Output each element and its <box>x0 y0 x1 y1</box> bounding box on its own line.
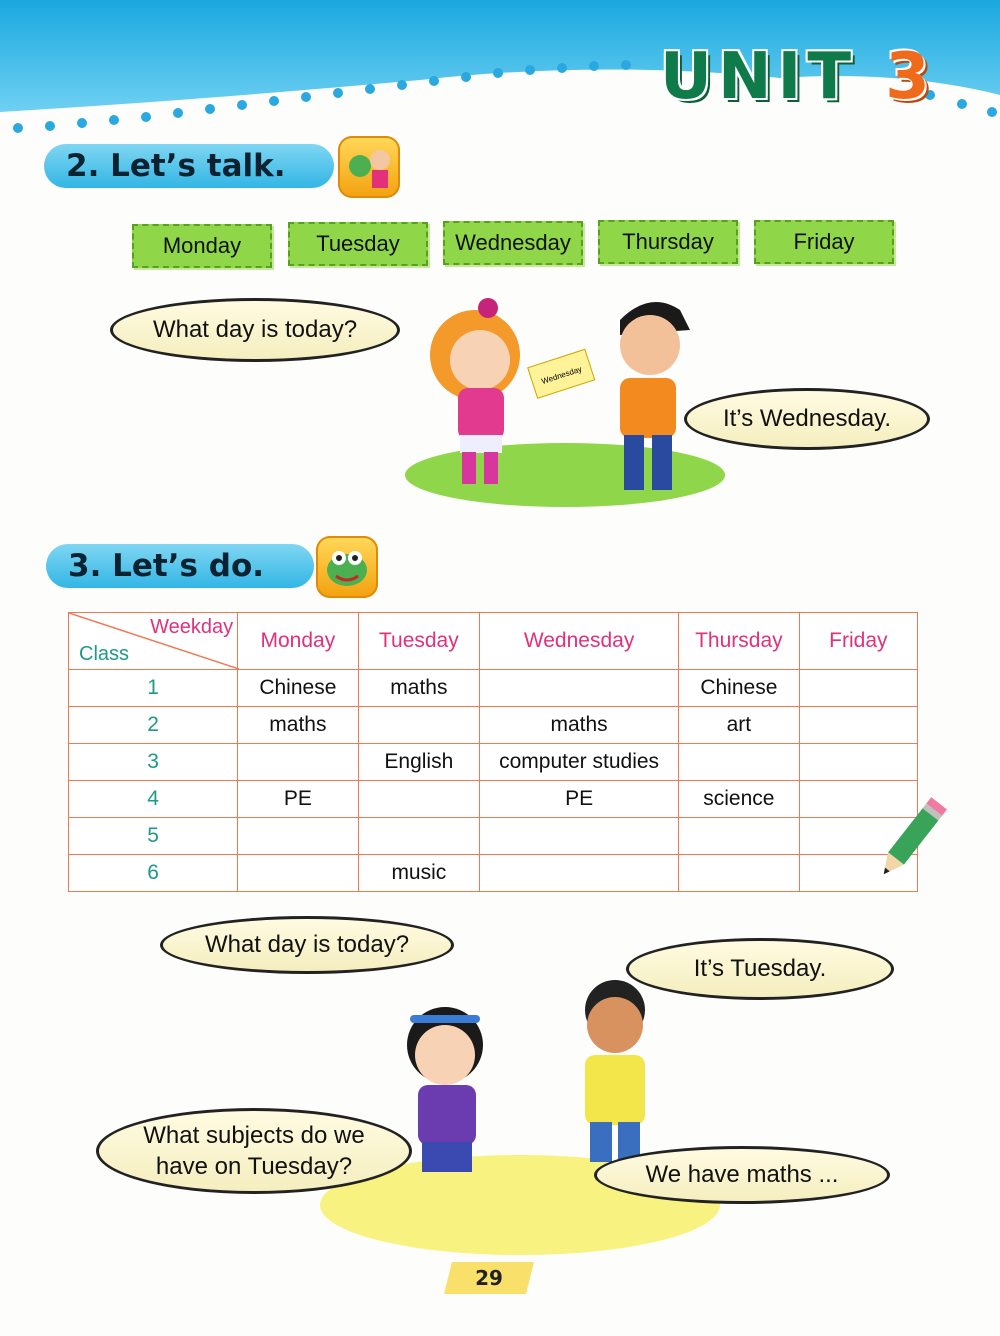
day-card-friday[interactable]: Friday <box>754 220 894 264</box>
table-cell[interactable] <box>358 818 480 855</box>
table-cell[interactable] <box>799 670 917 707</box>
table-cell[interactable]: music <box>358 855 480 892</box>
table-cell[interactable] <box>799 744 917 781</box>
lets-talk-heading: 2. Let’s talk. <box>44 144 334 188</box>
table-cell[interactable]: PE <box>480 781 679 818</box>
table-row <box>69 818 918 855</box>
table-cell[interactable] <box>480 670 679 707</box>
class-number: 3 <box>69 744 238 781</box>
table-cell[interactable] <box>238 818 358 855</box>
question-day-bubble: What day is today? <box>160 916 454 974</box>
day-card-thursday[interactable]: Thursday <box>598 220 738 264</box>
pencil-icon <box>872 788 952 888</box>
class-number: 1 <box>69 670 238 707</box>
talk-answer-bubble: It’s Wednesday. <box>684 388 930 450</box>
corner-weekday-label: Weekday <box>150 616 234 638</box>
table-cell[interactable]: English <box>358 744 480 781</box>
table-cell[interactable] <box>358 707 480 744</box>
column-header: Thursday <box>679 613 800 670</box>
children-subjects-illustration <box>300 960 740 1260</box>
subjects-question-line2: have on Tuesday? <box>155 1153 353 1180</box>
timetable-corner-cell <box>69 613 238 670</box>
page-number: 29 <box>475 1266 503 1290</box>
subjects-answer-bubble: We have maths ... <box>594 1146 890 1204</box>
table-cell[interactable]: maths <box>480 707 679 744</box>
frog-sticker-icon <box>316 536 378 598</box>
table-cell[interactable] <box>480 855 679 892</box>
day-card-wednesday[interactable]: Wednesday <box>443 221 583 265</box>
table-cell[interactable]: computer studies <box>480 744 679 781</box>
children-talking-illustration <box>380 280 750 510</box>
table-row <box>69 670 918 707</box>
table-cell[interactable]: maths <box>238 707 358 744</box>
table-row <box>69 855 918 892</box>
subjects-question-bubble <box>96 1108 412 1194</box>
table-cell[interactable] <box>480 818 679 855</box>
wednesday-card-text: Wednesday <box>540 364 584 387</box>
column-header: Friday <box>799 613 917 670</box>
table-cell[interactable]: art <box>679 707 800 744</box>
table-cell[interactable] <box>679 818 800 855</box>
table-cell[interactable] <box>679 855 800 892</box>
day-card-monday[interactable]: Monday <box>132 224 272 268</box>
column-header: Tuesday <box>358 613 480 670</box>
table-cell[interactable] <box>238 855 358 892</box>
table-cell[interactable]: Chinese <box>679 670 800 707</box>
class-number: 2 <box>69 707 238 744</box>
table-cell[interactable]: maths <box>358 670 480 707</box>
table-cell[interactable]: Chinese <box>238 670 358 707</box>
table-row <box>69 781 918 818</box>
column-header: Monday <box>238 613 358 670</box>
class-timetable <box>68 612 918 892</box>
talk-question-bubble: What day is today? <box>110 298 400 362</box>
subjects-question-line1: What subjects do we <box>143 1121 365 1149</box>
table-cell[interactable] <box>238 744 358 781</box>
table-cell[interactable] <box>358 781 480 818</box>
table-row <box>69 744 918 781</box>
table-cell[interactable]: science <box>679 781 800 818</box>
class-number: 4 <box>69 781 238 818</box>
kids-sticker-icon <box>338 136 400 198</box>
class-number: 6 <box>69 855 238 892</box>
column-header: Wednesday <box>480 613 679 670</box>
unit-word: UNIT <box>660 40 857 114</box>
table-cell[interactable] <box>799 707 917 744</box>
unit-number: 3 <box>885 40 936 114</box>
timetable-header-row <box>69 613 918 670</box>
answer-tuesday-bubble: It’s Tuesday. <box>626 938 894 1000</box>
corner-class-label: Class <box>79 643 130 665</box>
table-cell[interactable] <box>679 744 800 781</box>
table-cell[interactable]: PE <box>238 781 358 818</box>
class-number: 5 <box>69 818 238 855</box>
lets-do-heading: 3. Let’s do. <box>46 544 314 588</box>
day-card-tuesday[interactable]: Tuesday <box>288 222 428 266</box>
table-row <box>69 707 918 744</box>
unit-title <box>660 40 936 114</box>
